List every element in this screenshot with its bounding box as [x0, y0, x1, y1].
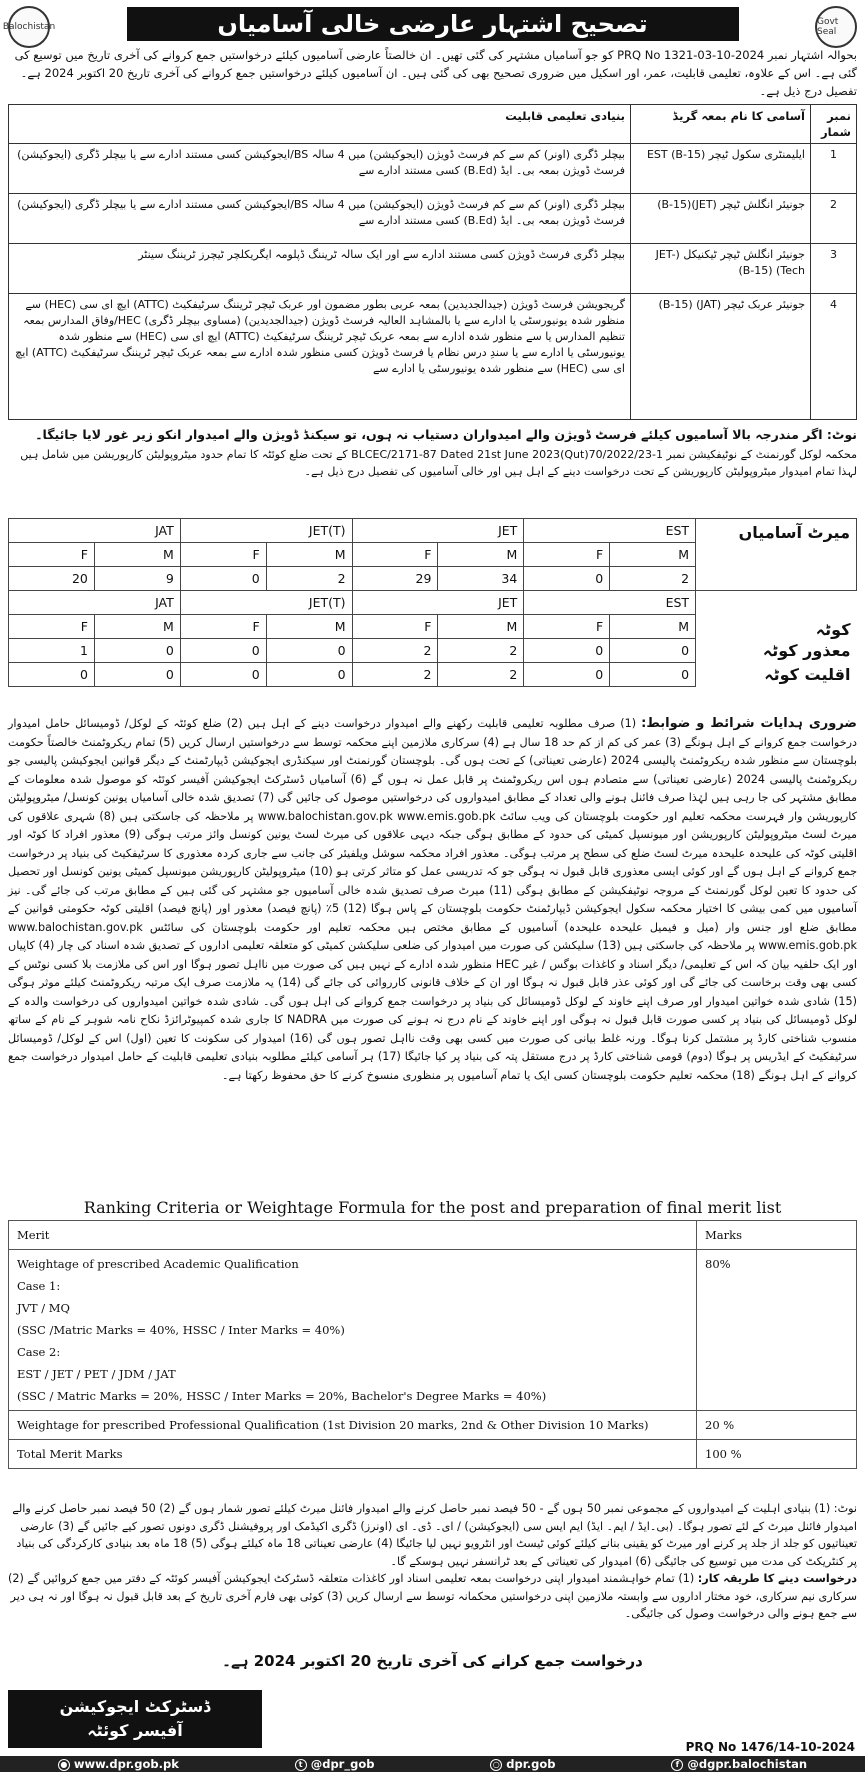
gender-m: M: [94, 543, 180, 567]
gender-f: F: [352, 543, 438, 567]
post-est: EST: [524, 519, 696, 543]
facebook-icon: f: [671, 1759, 683, 1771]
value-cell: 9: [94, 567, 180, 591]
intro-paragraph: بحوالہ اشتہار نمبر PRQ No 1321-03-10-2024 کو جو آسامیاں مشتہر کی گئی تھیں۔ ان خالصتاً عارضی آسامیوں کیلئے درخواستیں جمع کروانے کی آخری تاریخ میں توسیع کی گئی ہے۔ اس کے علاوہ، تعلیمی قابلیت، عمر، اور اسکیل میں ضروری تصحیح بھی کی گئی ہیں۔ ان آسامیوں کیلئے درخواستیں جمع کروانے کی آخری تاریخ 20 اکتوبر 2024 ہے۔ تفصیل درج ذیل ہے۔: [14, 48, 857, 98]
academic-row: [9, 1250, 857, 1411]
merit-weightage-table: [8, 1220, 857, 1469]
table-row: [9, 244, 857, 294]
professional-row: [9, 1411, 857, 1440]
qualification-table: [8, 104, 857, 420]
minority-quota-label: اقلیت کوٹہ: [764, 665, 851, 684]
professional-marks: 20 %: [697, 1411, 857, 1440]
gender-f: F: [352, 615, 438, 639]
value-cell: 0: [180, 663, 266, 687]
gender-m: M: [610, 615, 696, 639]
case1-label: Case 1:: [17, 1279, 61, 1293]
post-jet: JET: [352, 591, 524, 615]
col-header-serial: نمبر شمار: [811, 105, 857, 144]
quota-label: کوٹہ: [815, 619, 851, 639]
quota-posts-row: [9, 591, 857, 615]
merit-col-header: Merit: [9, 1221, 697, 1250]
post-jet-t: JET(T): [180, 519, 352, 543]
website-link[interactable]: ● www.dpr.gob.pk: [58, 1757, 179, 1771]
gender-m: M: [610, 543, 696, 567]
case1-formula: (SSC /Matric Marks = 40%, HSSC / Inter Marks = 40%): [17, 1323, 345, 1337]
value-cell: 34: [438, 567, 524, 591]
case2-label: Case 2:: [17, 1345, 61, 1359]
gender-m: M: [266, 615, 352, 639]
disabled-quota-row: [9, 639, 857, 663]
local-govt-note: محکمہ لوکل گورنمنٹ کے نوٹیفکیشن نمبر 1-70/2022/23(Qut)BLCEC/2171-87 Dated 21st June 2023 کے تحت ضلع کوئٹہ کا تمام حدود میٹروپولیٹن کارپوریشن میں شامل ہیں لہذا تمام امیدوار میٹروپولیٹن کارپوریشن کے تحت درخواست دینے کے اہل ہیں اور خالی آسامیوں کی تفصیل درج ذیل ہے۔: [20, 448, 857, 478]
value-cell: 20: [9, 567, 95, 591]
value-cell: 1: [9, 639, 95, 663]
row-serial: 4: [811, 294, 857, 420]
value-cell: 0: [180, 639, 266, 663]
gender-m: M: [438, 543, 524, 567]
table-row: [9, 144, 857, 194]
total-marks: 100 %: [697, 1440, 857, 1469]
table-row: [9, 194, 857, 244]
value-cell: 29: [352, 567, 438, 591]
row-post: ایلیمنٹری سکول ٹیچر (EST (B-15: [631, 144, 811, 194]
value-cell: 0: [266, 639, 352, 663]
header: [2, 6, 857, 42]
gender-m: M: [438, 615, 524, 639]
marks-col-header: Marks: [697, 1221, 857, 1250]
ranking-title: Ranking Criteria or Weightage Formula for the post and preparation of final merit list: [83, 1198, 782, 1217]
case2-formula: (SSC / Matric Marks = 20%, HSSC / Inter Marks = 20%, Bachelor's Degree Marks = 40%): [17, 1389, 547, 1403]
bottom-notes: [8, 1500, 857, 1623]
value-cell: 0: [524, 639, 610, 663]
social-footer: [0, 1756, 865, 1772]
gender-m: M: [94, 615, 180, 639]
value-cell: 0: [610, 639, 696, 663]
terms-heading: ضروری ہدایات شرائط و ضوابط:: [641, 716, 857, 731]
row-serial: 1: [811, 144, 857, 194]
twitter-link[interactable]: t @dpr_gob: [295, 1757, 375, 1771]
merit-posts-label: میرٹ آسامیاں: [696, 519, 857, 591]
academic-label: Weightage of prescribed Academic Qualification: [17, 1257, 299, 1271]
row-serial: 2: [811, 194, 857, 244]
post-jat: JAT: [9, 591, 181, 615]
post-est: EST: [524, 591, 696, 615]
value-cell: 0: [94, 639, 180, 663]
value-cell: 0: [524, 567, 610, 591]
globe-icon: ●: [58, 1759, 70, 1771]
total-row: [9, 1440, 857, 1469]
case1-posts: JVT / MQ: [17, 1301, 70, 1315]
facebook-link[interactable]: f @dgpr.balochistan: [671, 1757, 807, 1771]
academic-marks: 80%: [697, 1250, 857, 1411]
professional-label: Weightage for prescribed Professional Qualification (1st Division 20 marks, 2nd & Other Division 10 Marks): [9, 1411, 697, 1440]
value-cell: 2: [610, 567, 696, 591]
value-cell: 2: [352, 639, 438, 663]
issuing-office: [8, 1690, 262, 1748]
gender-f: F: [180, 615, 266, 639]
value-cell: 2: [438, 663, 524, 687]
gender-m: M: [266, 543, 352, 567]
case2-posts: EST / JET / PET / JDM / JAT: [17, 1367, 176, 1381]
post-jet-t: JET(T): [180, 591, 352, 615]
row-qualification: بیچلر ڈگری (اونر) کم سے کم فرسٹ ڈویژن (ایجوکیشن) میں 4 سالہ BS/ایجوکیشن کسی مستند ادارے سے یا بیچلر ڈگری (ایجوکیشن) فرسٹ ڈویژن بمعہ بی۔ ایڈ (B.Ed) کسی مستند ادارے سے: [9, 194, 631, 244]
value-cell: 0: [266, 663, 352, 687]
table-row: [9, 294, 857, 420]
office-line-1: ڈسٹرکٹ ایجوکیشن: [59, 1697, 211, 1716]
row-qualification: بیچلر ڈگری فرسٹ ڈویژن کسی مستند ادارے سے اور ایک سالہ ٹریننگ ڈپلومہ ایگریکلچر ٹیچرز ٹریننگ سینٹر: [9, 244, 631, 294]
merit-note: نوٹ: (1) بنیادی اہلیت کے امیدواروں کے مجموعی نمبر 50 ہوں گے - 50 فیصد نمبر حاصل کرنے والے امیدوار فائنل میرٹ کیلئے تصور شمار ہوں گے (2) 50 فیصد نمبر حاصل کرنے والے امیدوار فائنل میرٹ کے لئے تصور ہوگا۔ (بی۔ایڈ / ایم۔ ایڈ) ایم ایس سی (ایجوکیشن) / ای۔ ڈی۔ ای (اونرز) ڈگری اکیڈمک اور پروفیشنل ڈگری دونوں تصور کیے جائیں گے (3) عارضی تعیناتیوں کو جلد از جلد پر کرنے اور میرٹ کو یقینی بنانے کیلئے کوئی ٹیسٹ اور انٹرویو نہیں لیا جائیگا (4) عارضی تعیناتی 18 ماہ کیلئے ہوگی (5) 18 ماہ بعد بنیادی کارکردگی کی بنیاد پر کنٹریکٹ کی مدت میں توسیع کی جائیگی (6) امیدوار کی تعیناتی کے بعد ٹرانسفر نہیں ہوسکے گا۔: [12, 1502, 857, 1568]
instagram-link[interactable]: ○ dpr.gob: [490, 1757, 555, 1771]
balochistan-logo: Balochistan: [8, 6, 50, 48]
value-cell: 0: [524, 663, 610, 687]
col-header-qualification: بنیادی تعلیمی قابلیت: [9, 105, 631, 144]
disabled-quota-label: معذور کوٹہ: [762, 641, 851, 660]
row-post: جونیئر انگلش ٹیچر (JET)(B-15): [631, 194, 811, 244]
merit-header-row: [9, 1221, 857, 1250]
post-jet: JET: [352, 519, 524, 543]
instagram-icon: ○: [490, 1759, 502, 1771]
row-qualification: بیچلر ڈگری (اونر) کم سے کم فرسٹ ڈویژن (ایجوکیشن) میں 4 سالہ BS/ایجوکیشن کسی مستند ادارے سے یا بیچلر ڈگری (ایجوکیشن) فرسٹ ڈویژن بمعہ بی۔ ایڈ (B.Ed) کسی مستند ادارے سے: [9, 144, 631, 194]
value-cell: 0: [180, 567, 266, 591]
office-line-2: آفیسر کوئٹہ: [87, 1721, 183, 1740]
terms-text: (1) صرف مطلوبہ تعلیمی قابلیت رکھنے والے امیدوار درخواست دینے کے اہل ہیں (2) ضلع کوئٹہ کے لوکل/ ڈومیسائل حامل امیدوار درخواست جمع کروانے کے اہل ہونگے (3) عمر کی کم از کم حد 18 سال ہے (4) سرکاری ملازمین اپنے محکمہ توسط سے درخواستیں ارسال کریں (5) تمام ریکروٹمنٹ خالصتاً حکومت بلوچستان سے منظور شدہ ریکروٹمنٹ پالیسی 2024 (عارضی تعیناتی) کے تحت ہوں گی۔ بلوچستان گورنمنٹ اور سیکنڈری ایجوکیشن ڈیپارٹمنٹ کے دیگر قوانین ایجوکیشن پالیسی جو ریکروٹمنٹ پالیسی 2024 (عارضی تعیناتی) سے متصادم ہوں اس ریکروٹمنٹ پر قابل عمل نہ ہوں گے (6) آسامیاں ڈسٹرکٹ ایجوکیشن آفیسر کوئٹہ کو موصول شدہ معلومات کے مطابق مشتہر کی جا رہی ہیں لہٰذا صرف فائنل ہونے والی تعداد کے مطابق امیدواروں کی درخواستیں موصول کی جائیں گی (7) تصدیق شدہ خالی آسامیاں یونین کونسل/ میٹروپولیٹن کارپوریشن وار فہرست محکمہ تعلیم اور حکومت بلوچستان کی ویب سائٹ www.balochistan.gov.pk www.emis.gob.pk پر ملاحظہ کی جاسکتی ہیں (8) شہری علاقوں کی میرٹ لسٹ میٹروپولیٹن کارپوریشن اور میونسپل کمیٹی کی حدود کے مطابق ہوگی جبکہ دیہی علاقوں کی میرٹ لسٹ یونین کونسل وائز مرتب ہوگی (9) معذور افراد کا کوٹہ اور اقلیتی کوٹہ کی علیحدہ علیحدہ میرٹ لسٹ ضلع کی سطح پر مرتب ہوگی۔ معذور افراد محکمہ سوشل ویلفیئر کی جانب سے جاری کردہ معذوری کا سرٹیفکیٹ کی بنیاد پر درخواست جمع کروانے کے اہل ہوں گے اور کوئی ایسی معذوری قابل قبول نہ ہوگی جو کہ تدریسی عمل کو متاثر کرتی ہو (10) میٹروپولیٹن کارپوریشن میونسپل کمیٹی یونین کونسل اور تحصیل کی حدود کا تعین لوکل گورنمنٹ کے مروجہ نوٹیفکیشن کے مطابق ہوگی (11) میرٹ صرف تصدیق شدہ خالی آسامیوں جو مشتہر کی گئی ہیں کے مطابق مرتب کی جائے گی۔ نیز آسامیوں میں کمی بیشی کا اختیار محکمہ سکول ایجوکیشن ڈیپارٹمنٹ حکومت بلوچستان کے پاس ہوگا (12) 5٪ (پانچ فیصد) معذور اور (پانچ فیصد) اقلیتی کوٹہ حکومتی قوانین کے مطابق ضلع اور جنس وار (میل و فیمیل علیحدہ علیحدہ) آسامیوں کے مطابق مختص ہیں محکمہ تعلیم اور حکومت بلوچستان کی سائٹس www.balochistan.gov.pk www.emis.gob.pk پر ملاحظہ کی جاسکتی ہیں (13) سلیکشن کی صورت میں امیدوار کی ضلعی سلیکشن کمیٹی کو متعلقہ تعلیمی اداروں کے تصدیق شدہ اسناد کی چار (4) کاپیاں اور ایک حلفیہ بیان کہ اس کے تعلیمی/ دیگر اسناد و کاغذات بوگس / غیر HEC منظور شدہ ادارے کے نہیں ہیں کی صورت میں نااہل تصور ہوگا اور اس کی ملازمت بلا کسی نوٹس کے کسی بھی وقت برخاست کی جائے گی اور کوئی عذر قابل قبول نہ ہوگا اور ان کے خلاف قانونی کارروائی کی جائے گی (14) یہ ملازمت صرف ایک مرتبہ ریکروٹمنٹ کیلئے موثر ہوگی (15) شادی شدہ خواتین امیدوار اور صرف اپنے خاوند کے لوکل ڈومیسائل کی بنیاد پر درخواست جمع کروانے کی اہل ہوں گی۔ شادی شدہ خواتین امیدواروں کی درخواست والدہ کے لوکل ڈومیسائل کی بنیاد پر کسی صورت قابل قبول نہ ہوگی اور اپنے خاوند کے نام درج نہ ہونے کی صورت میں NADRA کا جاری شدہ کمپیوٹرائزڈ نکاح نامہ شوہر کے نام کے ساتھ منسوب شناختی کارڈ پر مشتمل کرنا ہوگا۔ ورنہ غلط بیانی کی صورت میں کسی بھی وقت نااہل تصور ہوں گی (16) امیدوار کی سکونت کا تعین (اول) اس کے لوکل/ ڈومیسائل سرٹیفکیٹ کے ایڈریس پر ہوگا (دوم) قومی شناختی کارڈ پر درج مستقل پتہ کی بنیاد پر کیا جائیگا (17) ہر آسامی کیلئے مطلوبہ بنیادی تعلیمی قابلیت کے حامل امیدوار درخواست جمع کروانے کے اہل ہونگے (18) محکمہ تعلیم حکومت بلوچستان کسی ایک یا تمام آسامیوں پر منظوری منسوخ کرنے کا حق محفوظ رکھتا ہے۔: [8, 717, 858, 1082]
prq-number: PRQ No 1476/14-10-2024: [685, 1740, 855, 1754]
total-label: Total Merit Marks: [9, 1440, 697, 1469]
col-header-post: آسامی کا نام بمعہ گریڈ: [631, 105, 811, 144]
deadline: درخواست جمع کرانے کی آخری تاریخ 20 اکتوبر 2024 ہے۔: [222, 1652, 643, 1670]
academic-cell: [9, 1250, 697, 1411]
twitter-icon: t: [295, 1759, 307, 1771]
application-method-heading: درخواست دینے کا طریقہ کار:: [697, 1572, 857, 1585]
merit-posts-row: [9, 519, 857, 543]
post-jat: JAT: [9, 519, 181, 543]
value-cell: 0: [9, 663, 95, 687]
quota-table: [8, 518, 857, 687]
terms-and-conditions: [8, 715, 857, 1085]
table-header-row: [9, 105, 857, 144]
minority-quota-row: [9, 663, 857, 687]
gender-f: F: [524, 543, 610, 567]
row-qualification: گریجویشن فرسٹ ڈویژن (جیدالجدیدین) بمعہ عربی بطور مضمون اور عربک ٹیچر ٹریننگ سرٹیفکیٹ (ATTC) ایچ ای سی (HEC) سے منظور شدہ یونیورسٹی یا ادارے سے یا بالمشاہد العالیہ فرسٹ ڈویژن (جیدالجدیدین) (مساوی بیچلر ڈگری) HEC/وفاق المدارس بمعہ تنظیم المدارس یا سے منظور شدہ ادارے سے بمعہ عربک ٹیچر ٹریننگ سرٹیفکیٹ (ATTC) ایچ ای سی (HEC) سے منظور شدہ یونیورسٹی یا ادارے سے یا سندِ درس نظام یا فرسٹ ڈویژن کسی منظور شدہ ادارے سے بمعہ عربک ٹیچر ٹریننگ سرٹیفکیٹ (ATTC) ایچ ای سی (HEC) سے منظور شدہ یونیورسٹی یا ادارے سے: [9, 294, 631, 420]
gender-f: F: [180, 543, 266, 567]
gender-f: F: [524, 615, 610, 639]
gender-f: F: [9, 615, 95, 639]
government-seal-logo: Govt Seal: [815, 6, 857, 48]
value-cell: 0: [610, 663, 696, 687]
first-division-note: نوٹ: اگر مندرجہ بالا آسامیوں کیلئے فرسٹ ڈویژن والے امیدواران دستیاب نہ ہوں، تو سیکنڈ ڈویژن والے امیدوار انکو زیر غور لایا جائیگا۔: [35, 427, 857, 442]
row-post: جونیئر انگلش ٹیچر ٹیکنیکل (JET-Tech) (B-15): [631, 244, 811, 294]
row-serial: 3: [811, 244, 857, 294]
value-cell: 2: [438, 639, 524, 663]
page-title: تصحیح اشتہار عارضی خالی آسامیاں: [127, 7, 739, 41]
row-post: جونیئر عربک ٹیچر (JAT) (B-15): [631, 294, 811, 420]
value-cell: 2: [352, 663, 438, 687]
application-method-text: (1) تمام خواہشمند امیدوار اپنی درخواست بمعہ تعلیمی اسناد اور کاغذات متعلقہ ڈسٹرکٹ ایجوکیشن آفیسر کوئٹہ کے دفتر میں جمع کروائیں گے (2) سرکاری نیم سرکاری، خود مختار اداروں سے وابستہ ملازمین اپنی درخواستیں محکمانہ توسط سے ارسال کریں (3) کوئی بھی فارم آخری تاریخ کے بعد قابل قبول نہ ہوگا اور نہ ہی دیر سے جمع ہونے والی درخواست وصول کی جائیگی۔: [8, 1572, 857, 1620]
value-cell: 0: [94, 663, 180, 687]
gender-f: F: [9, 543, 95, 567]
value-cell: 2: [266, 567, 352, 591]
